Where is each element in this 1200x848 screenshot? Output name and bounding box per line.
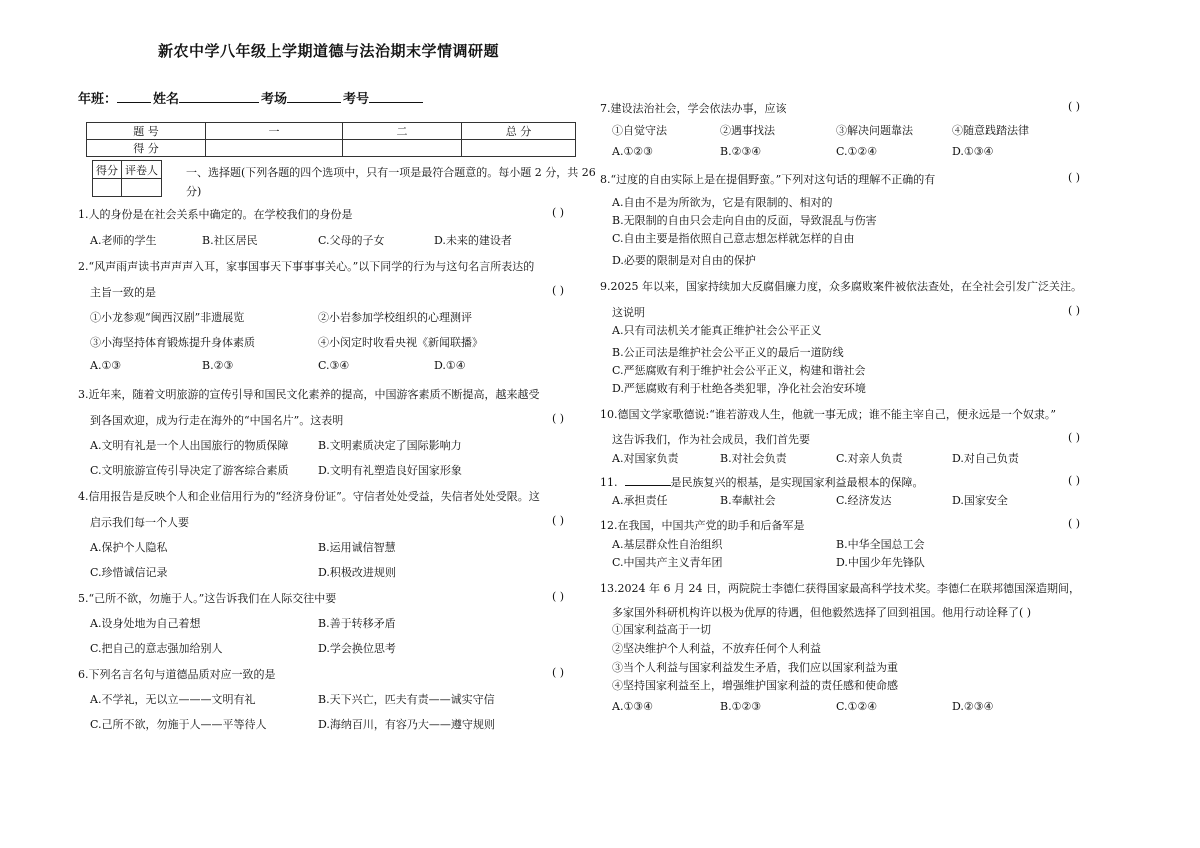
question-stem-cont: 到各国欢迎，成为行走在海外的“中国名片”。这表明 xyxy=(90,414,344,427)
answer-paren[interactable]: ( ) xyxy=(552,514,565,527)
option-a[interactable]: A.文明有礼是一个人出国旅行的物质保障 xyxy=(90,439,289,452)
option-c[interactable]: C.严惩腐败有利于维护社会公平正义，构建和谐社会 xyxy=(612,364,866,377)
page-title: 新农中学八年级上学期道德与法治期末学情调研题 xyxy=(158,42,500,60)
score-table xyxy=(86,122,576,157)
answer-paren[interactable]: ( ) xyxy=(1068,171,1081,184)
option-a[interactable]: A.保护个人隐私 xyxy=(90,541,168,554)
question-stem-cont: 多家国外科研机构许以极为优厚的待遇，但他毅然选择了回到祖国。他用行动诠释了( ) xyxy=(612,606,1032,619)
option-b[interactable]: B.②③ xyxy=(202,359,234,372)
student-info-line xyxy=(78,88,425,107)
score-header-cell: 二 xyxy=(343,123,462,140)
grader-box xyxy=(92,160,162,197)
statement-1: ①自觉守法 xyxy=(612,124,667,137)
option-c[interactable]: C.珍惜诚信记录 xyxy=(90,566,168,579)
answer-paren[interactable]: ( ) xyxy=(552,590,565,603)
option-b[interactable]: B.中华全国总工会 xyxy=(836,538,925,551)
option-a[interactable]: A.对国家负责 xyxy=(612,452,679,465)
question-stem: 7.建设法治社会，学会依法办事，应该 xyxy=(600,102,787,115)
option-a[interactable]: A.老师的学生 xyxy=(90,234,157,247)
statement-3: ③小海坚持体育锻炼提升身体素质 xyxy=(90,336,255,349)
grader-score-label: 得分 xyxy=(93,161,122,179)
question-stem: 9.2025 年以来，国家持续加大反腐倡廉力度，众多腐败案件被依法查处，在全社会引发广泛关注。 xyxy=(600,280,1082,293)
option-d[interactable]: D.中国少年先锋队 xyxy=(836,556,925,569)
option-d[interactable]: D.对自己负责 xyxy=(952,452,1019,465)
option-b[interactable]: B.天下兴亡，匹夫有责——诚实守信 xyxy=(318,693,495,706)
question-stem: 4.信用报告是反映个人和企业信用行为的“经济身份证”。守信者处处受益，失信者处处受限。这 xyxy=(78,490,540,503)
option-a[interactable]: A.只有司法机关才能真正维护社会公平正义 xyxy=(612,324,822,337)
option-c[interactable]: C.己所不欲，勿施于人——平等待人 xyxy=(90,718,267,731)
question-stem: 3.近年来，随着文明旅游的宣传引导和国民文化素养的提高，中国游客素质不断提高，越来越受 xyxy=(78,388,540,401)
name-blank[interactable] xyxy=(179,90,259,103)
question-number: 11. xyxy=(600,476,618,489)
option-a[interactable]: A.不学礼，无以立———文明有礼 xyxy=(90,693,256,706)
option-c[interactable]: C.对亲人负责 xyxy=(836,452,903,465)
option-b[interactable]: B.运用诚信智慧 xyxy=(318,541,396,554)
question-stem: 10.德国文学家歌德说:“谁若游戏人生，他就一事无成；谁不能主宰自己，便永远是一个奴隶。” xyxy=(600,408,1056,421)
statement-3: ③当个人利益与国家利益发生矛盾，我们应以国家利益为重 xyxy=(612,661,898,674)
score-header-cell: 总 分 xyxy=(462,123,576,140)
option-c[interactable]: C.父母的子女 xyxy=(318,234,385,247)
score-cell[interactable] xyxy=(462,140,576,157)
room-label: 考场 xyxy=(261,92,288,107)
question-text: 是民族复兴的根基，是实现国家利益最根本的保障。 xyxy=(670,476,924,489)
option-b[interactable]: B.奉献社会 xyxy=(720,494,776,507)
option-c[interactable]: C.自由主要是指依照自己意志想怎样就怎样的自由 xyxy=(612,232,855,245)
answer-paren[interactable]: ( ) xyxy=(1068,517,1081,530)
option-d[interactable]: D.积极改进规则 xyxy=(318,566,396,579)
option-d[interactable]: D.学会换位思考 xyxy=(318,642,396,655)
question-stem: 6.下列名言名句与道德品质对应一致的是 xyxy=(78,668,276,681)
option-d[interactable]: D.严惩腐败有利于杜绝各类犯罪，净化社会治安环境 xyxy=(612,382,866,395)
score-cell[interactable] xyxy=(206,140,343,157)
question-stem: 1.人的身份是在社会关系中确定的。在学校我们的身份是 xyxy=(78,208,353,221)
score-header-cell: 题 号 xyxy=(87,123,206,140)
number-blank[interactable] xyxy=(369,90,423,103)
option-a[interactable]: A.①②③ xyxy=(612,145,654,158)
statement-1: ①小龙参观“闽西汉剧”非遗展览 xyxy=(90,311,245,324)
option-d[interactable]: D.②③④ xyxy=(952,700,994,713)
option-c[interactable]: C.经济发达 xyxy=(836,494,892,507)
statement-2: ②遇事找法 xyxy=(720,124,775,137)
question-stem: 12.在我国，中国共产党的助手和后备军是 xyxy=(600,519,805,532)
option-a[interactable]: A.承担责任 xyxy=(612,494,668,507)
option-b[interactable]: B.文明素质决定了国际影响力 xyxy=(318,439,462,452)
option-d[interactable]: D.必要的限制是对自由的保护 xyxy=(612,254,756,267)
option-a[interactable]: A.自由不是为所欲为，它是有限制的、相对的 xyxy=(612,196,833,209)
section-title: 一、选择题(下列各题的四个选项中，只有一项是最符合题意的。每小题 2 分，共 26分) xyxy=(186,166,596,198)
option-c[interactable]: C.③④ xyxy=(318,359,350,372)
statement-1: ①国家利益高于一切 xyxy=(612,623,711,636)
option-c[interactable]: C.把自己的意志强加给别人 xyxy=(90,642,223,655)
answer-paren[interactable]: ( ) xyxy=(552,412,565,425)
question-stem: 13.2024 年 6 月 24 日，两院院士李德仁获得国家最高科学技术奖。李德仁在联邦德国深造期间， xyxy=(600,582,1080,595)
statement-2: ②坚决维护个人利益，不放弃任何个人利益 xyxy=(612,642,821,655)
option-b[interactable]: B.社区居民 xyxy=(202,234,258,247)
option-b[interactable]: B.无限制的自由只会走向自由的反面，导致混乱与伤害 xyxy=(612,214,877,227)
question-stem-cont: 启示我们每一个人要 xyxy=(90,516,189,529)
question-stem: 5.“己所不欲，勿施于人。”这告诉我们在人际交往中要 xyxy=(78,592,337,605)
statement-2: ②小岩参加学校组织的心理测评 xyxy=(318,311,472,324)
score-header-cell: 一 xyxy=(206,123,343,140)
statement-4: ④坚持国家利益至上，增强维护国家利益的责任感和使命感 xyxy=(612,679,898,692)
question-stem: 2.“风声雨声读书声声声入耳，家事国事天下事事事关心。”以下同学的行为与这句名言所表达的 xyxy=(78,260,535,273)
answer-paren[interactable]: ( ) xyxy=(1068,304,1081,317)
question-stem-cont: 这告诉我们，作为社会成员，我们首先要 xyxy=(612,433,810,446)
statement-3: ③解决问题靠法 xyxy=(836,124,913,137)
statement-4: ④随意践踏法律 xyxy=(952,124,1029,137)
answer-paren[interactable]: ( ) xyxy=(552,666,565,679)
option-a[interactable]: A.设身处地为自己着想 xyxy=(90,617,201,630)
option-d[interactable]: D.国家安全 xyxy=(952,494,1008,507)
option-c[interactable]: C.中国共产主义青年团 xyxy=(612,556,723,569)
option-d[interactable]: D.文明有礼塑造良好国家形象 xyxy=(318,464,462,477)
option-c[interactable]: C.①②④ xyxy=(836,145,878,158)
grader-name-label: 评卷人 xyxy=(122,161,162,179)
option-c[interactable]: C.①②④ xyxy=(836,700,878,713)
answer-paren[interactable]: ( ) xyxy=(1068,431,1081,444)
grader-score-cell[interactable] xyxy=(93,179,122,197)
option-b[interactable]: B.公正司法是维护社会公平正义的最后一道防线 xyxy=(612,346,844,359)
option-d[interactable]: D.海纳百川，有容乃大——遵守规则 xyxy=(318,718,495,731)
answer-paren[interactable]: ( ) xyxy=(552,206,565,219)
name-label: 姓名 xyxy=(153,92,180,107)
option-b[interactable]: B.对社会负责 xyxy=(720,452,787,465)
option-d[interactable]: D.①④ xyxy=(434,359,466,372)
statement-4: ④小闵定时收看央视《新闻联播》 xyxy=(318,336,483,349)
class-label: 年班： xyxy=(78,92,118,107)
option-a[interactable]: A.基层群众性自治组织 xyxy=(612,538,723,551)
option-d[interactable]: D.①③④ xyxy=(952,145,994,158)
answer-paren[interactable]: ( ) xyxy=(1068,100,1081,113)
number-label: 考号 xyxy=(343,92,370,107)
room-blank[interactable] xyxy=(287,90,341,103)
class-blank[interactable] xyxy=(117,90,151,103)
option-b[interactable]: B.①②③ xyxy=(720,700,762,713)
option-a[interactable]: A.①③④ xyxy=(612,700,654,713)
option-d[interactable]: D.未来的建设者 xyxy=(434,234,512,247)
question-stem-cont: 主旨一致的是 xyxy=(90,286,156,299)
score-cell[interactable] xyxy=(343,140,462,157)
grader-name-cell[interactable] xyxy=(122,179,162,197)
option-b[interactable]: B.善于转移矛盾 xyxy=(318,617,396,630)
question-stem: 8.“过度的自由实际上是在提倡野蛮。”下列对这句话的理解不正确的有 xyxy=(600,173,936,186)
option-a[interactable]: A.①③ xyxy=(90,359,122,372)
question-stem xyxy=(600,474,924,490)
option-b[interactable]: B.②③④ xyxy=(720,145,762,158)
answer-paren[interactable]: ( ) xyxy=(552,284,565,297)
option-c[interactable]: C.文明旅游宣传引导决定了游客综合素质 xyxy=(90,464,289,477)
answer-paren[interactable]: ( ) xyxy=(1068,474,1081,487)
fill-blank[interactable] xyxy=(625,475,671,486)
question-stem-cont: 这说明 xyxy=(612,306,645,319)
score-row-label: 得 分 xyxy=(87,140,206,157)
